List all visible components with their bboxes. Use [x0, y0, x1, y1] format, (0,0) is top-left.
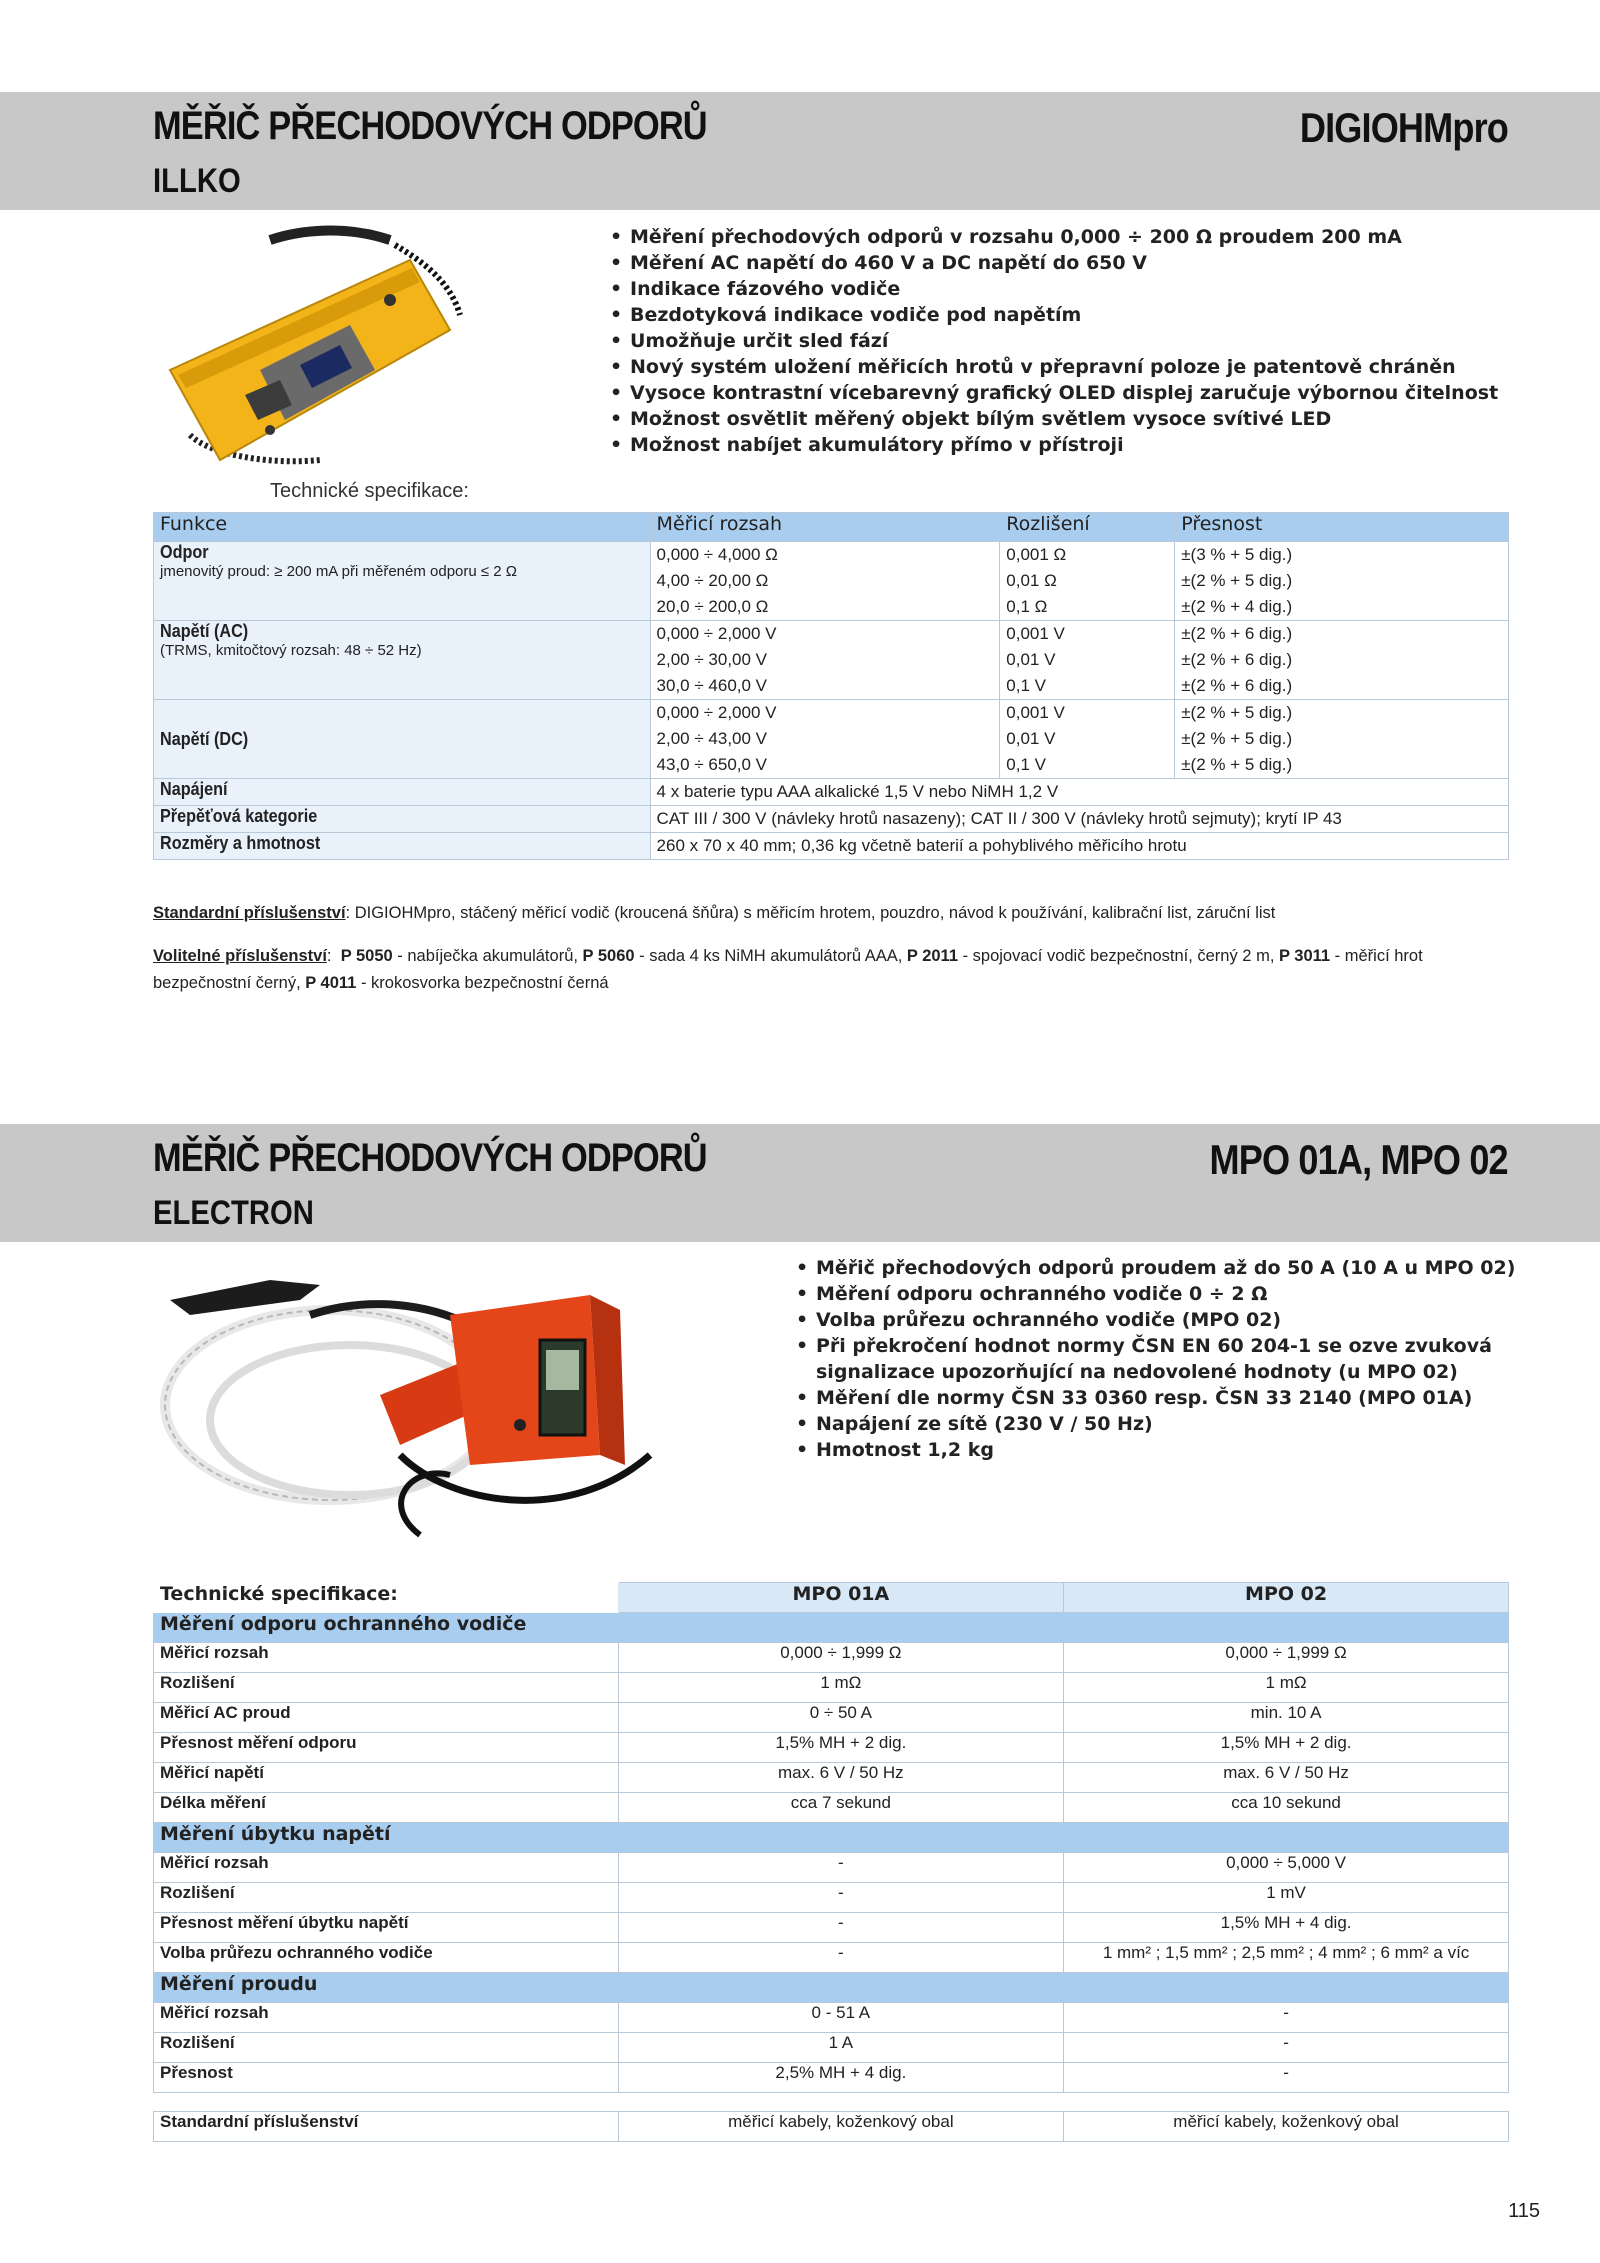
- resolution-value: 0,01 Ω: [1006, 571, 1057, 590]
- feature-item: • Měření dle normy ČSN 33 0360 resp. ČSN 33 2140 (MPO 01A): [796, 1385, 1515, 1411]
- mpo01a-value: 0 ÷ 50 A: [618, 1703, 1064, 1733]
- mpo01a-value: 2,5% MH + 4 dig.: [618, 2063, 1064, 2093]
- section1-standard-accessories: [153, 900, 1513, 927]
- row-label: Odpor: [160, 542, 209, 562]
- table-row: [154, 542, 1509, 621]
- spec-caption: Technické specifikace:: [154, 1583, 619, 1613]
- feature-item: • Možnost nabíjet akumulátory přímo v přístroji: [610, 432, 1498, 458]
- row-label: Standardní příslušenství: [154, 2112, 619, 2142]
- table-row: [154, 621, 1509, 700]
- mpo01a-value: max. 6 V / 50 Hz: [618, 1763, 1064, 1793]
- row-label-cell: [154, 542, 651, 621]
- row-label: Délka měření: [154, 1793, 619, 1823]
- row-label: Měřicí napětí: [154, 1763, 619, 1793]
- row-label: Volba průřezu ochranného vodiče: [154, 1943, 619, 1973]
- mpo02-value: 0,000 ÷ 1,999 Ω: [1064, 1643, 1509, 1673]
- mpo01a-value: -: [618, 1913, 1064, 1943]
- table-header-row: [154, 1583, 1509, 1613]
- col-header-mpo02: MPO 02: [1064, 1583, 1509, 1613]
- mpo02-value: 1,5% MH + 4 dig.: [1064, 1913, 1509, 1943]
- accuracy-value: ±(2 % + 5 dig.): [1181, 755, 1293, 774]
- table-row: [154, 1913, 1509, 1943]
- row-value: CAT III / 300 V (návleky hrotů nasazeny); CAT II / 300 V (návleky hrotů sejmuty); krytí IP 43: [650, 806, 1508, 833]
- feature-item: • Nový systém uložení měřicích hrotů v přepravní poloze je patentově chráněn: [610, 354, 1498, 380]
- table-row: [154, 833, 1509, 860]
- accuracy-value: ±(2 % + 6 dig.): [1181, 650, 1293, 669]
- row-label: Měřicí rozsah: [154, 1853, 619, 1883]
- col-header-rozsah: Měřicí rozsah: [650, 513, 1000, 542]
- resolution-value: 0,01 V: [1006, 650, 1056, 669]
- section1-spec-table: [153, 512, 1509, 860]
- range-value: 0,000 ÷ 2,000 V: [656, 703, 777, 722]
- table-row: [154, 1943, 1509, 1973]
- page-number: 115: [1508, 2200, 1540, 2222]
- row-label: Měřicí AC proud: [154, 1703, 619, 1733]
- range-value: 2,00 ÷ 30,00 V: [656, 650, 768, 669]
- table-section-header: [154, 1973, 1509, 2003]
- table-row: [154, 1733, 1509, 1763]
- row-label: Napájení: [160, 779, 228, 799]
- table-spacer: [154, 2093, 1509, 2112]
- table-row: [154, 2112, 1509, 2142]
- accessory-code: P 4011: [305, 974, 357, 992]
- section2-header-band: [0, 1124, 1600, 1242]
- col-header-rozliseni: Rozlišení: [1000, 513, 1175, 542]
- row-value: 260 x 70 x 40 mm; 0,36 kg včetně baterií a pohyblivého měřicího hrotu: [650, 833, 1508, 860]
- row-sublabel: (TRMS, kmitočtový rozsah: 48 ÷ 52 Hz): [160, 642, 422, 659]
- col-header-presnost: Přesnost: [1175, 513, 1509, 542]
- mpo02-value: 1,5% MH + 2 dig.: [1064, 1733, 1509, 1763]
- accuracy-value: ±(2 % + 5 dig.): [1181, 729, 1293, 748]
- feature-item: • Indikace fázového vodiče: [610, 276, 1498, 302]
- row-label: Přesnost měření odporu: [154, 1733, 619, 1763]
- section1-model: DIGIOHMpro: [1299, 104, 1508, 151]
- section2-brand: ELECTRON: [153, 1194, 314, 1232]
- resolution-value: 0,1 Ω: [1006, 597, 1048, 616]
- feature-item-continued: signalizace upozorňující na nedovolené hodnoty (u MPO 02): [816, 1361, 1458, 1383]
- feature-item: • Měření AC napětí do 460 V a DC napětí do 650 V: [610, 250, 1498, 276]
- mpo01a-value: -: [618, 1853, 1064, 1883]
- feature-item: • Měřič přechodových odporů proudem až do 50 A (10 A u MPO 02): [796, 1255, 1515, 1281]
- table-row: [154, 1793, 1509, 1823]
- section1-header-band: [0, 92, 1600, 210]
- feature-item: • Měření přechodových odporů v rozsahu 0,000 ÷ 200 Ω proudem 200 mA: [610, 224, 1498, 250]
- table-row: [154, 1673, 1509, 1703]
- standard-accessories-text: : DIGIOHMpro, stáčený měřicí vodič (kroucená šňůra) s měřicím hrotem, pouzdro, návod k používání, kalibrační list, záruční list: [345, 904, 1276, 922]
- feature-item: • Volba průřezu ochranného vodiče (MPO 02): [796, 1307, 1515, 1333]
- mpo02-value: 1 mV: [1064, 1883, 1509, 1913]
- section1-optional-accessories: Volitelné příslušenství: P 5050 - nabíječka akumulátorů, P 5060 - sada 4 ks NiMH akumulátorů AAA, P 2011 - spojovací vodič bezpečnostní, černý 2 m, P 3011 - měřicí hrot bezpečnostní černý, P 4011 - krokosvorka bezpečnostní černá: [153, 947, 1423, 992]
- mpo02-value: měřicí kabely, koženkový obal: [1064, 2112, 1509, 2142]
- mpo02-value: -: [1064, 2063, 1509, 2093]
- table-row: [154, 1703, 1509, 1733]
- section-title: Měření odporu ochranného vodiče: [154, 1613, 1509, 1643]
- feature-item: • Měření odporu ochranného vodiče 0 ÷ 2 Ω: [796, 1281, 1515, 1307]
- row-label: Rozměry a hmotnost: [160, 833, 321, 853]
- row-label: Napětí (AC): [160, 621, 249, 641]
- digiohmpro-photo: [150, 220, 490, 480]
- accessory-text: - spojovací vodič bezpečnostní, černý 2 m,: [958, 947, 1279, 965]
- accessory-code: P 2011: [906, 947, 958, 965]
- table-row: [154, 2033, 1509, 2063]
- accuracy-value: ±(2 % + 4 dig.): [1181, 597, 1293, 616]
- accessory-code: P 5060: [582, 947, 635, 965]
- section-title: Měření proudu: [154, 1973, 1509, 2003]
- section2-feature-list: [796, 1255, 1515, 1463]
- accessory-text: - sada 4 ks NiMH akumulátorů AAA,: [634, 947, 907, 965]
- mpo01a-value: -: [618, 1943, 1064, 1973]
- accuracy-value: ±(2 % + 5 dig.): [1181, 703, 1293, 722]
- row-label: Rozlišení: [154, 1883, 619, 1913]
- accessory-code: P 3011: [1279, 947, 1331, 965]
- row-label: Měřicí rozsah: [154, 2003, 619, 2033]
- accuracy-value: ±(2 % + 6 dig.): [1181, 624, 1293, 643]
- feature-item: • Vysoce kontrastní vícebarevný grafický OLED displej zaručuje výbornou čitelnost: [610, 380, 1498, 406]
- row-label: Rozlišení: [154, 1673, 619, 1703]
- mpo02-value: 1 mΩ: [1064, 1673, 1509, 1703]
- section1-spec-caption: Technické specifikace:: [270, 480, 469, 502]
- row-label: Měřicí rozsah: [154, 1643, 619, 1673]
- feature-item: • Bezdotyková indikace vodiče pod napětím: [610, 302, 1498, 328]
- resolution-value: 0,1 V: [1006, 676, 1046, 695]
- row-sublabel: jmenovitý proud: ≥ 200 mA při měřeném odporu ≤ 2 Ω: [160, 563, 518, 580]
- row-value: 4 x baterie typu AAA alkalické 1,5 V nebo NiMH 1,2 V: [650, 779, 1508, 806]
- table-row: [154, 806, 1509, 833]
- mpo01a-value: měřicí kabely, koženkový obal: [618, 2112, 1064, 2142]
- mpo02-value: 0,000 ÷ 5,000 V: [1064, 1853, 1509, 1883]
- section2-title: MĚŘIČ PŘECHODOVÝCH ODPORŮ: [153, 1136, 707, 1180]
- row-label: Přesnost: [154, 2063, 619, 2093]
- table-section-header: [154, 1613, 1509, 1643]
- accuracy-value: ±(2 % + 6 dig.): [1181, 676, 1293, 695]
- feature-item: • Napájení ze sítě (230 V / 50 Hz): [796, 1411, 1515, 1437]
- row-label: Přepěťová kategorie: [160, 806, 318, 826]
- range-value: 20,0 ÷ 200,0 Ω: [656, 597, 769, 616]
- standard-accessories-label: Standardní příslušenství: [153, 904, 346, 922]
- section2-spec-table: [153, 1582, 1509, 2142]
- accuracy-value: ±(2 % + 5 dig.): [1181, 571, 1293, 590]
- row-label-cell: [154, 621, 651, 700]
- range-value: 4,00 ÷ 20,00 Ω: [656, 571, 769, 590]
- resolution-value: 0,001 V: [1006, 624, 1065, 643]
- table-section-header: [154, 1823, 1509, 1853]
- range-value: 0,000 ÷ 2,000 V: [656, 624, 777, 643]
- mpo02-value: cca 10 sekund: [1064, 1793, 1509, 1823]
- table-row: [154, 2003, 1509, 2033]
- row-label: Napětí (DC): [160, 728, 249, 749]
- mpo01a-value: 0 - 51 A: [618, 2003, 1064, 2033]
- resolution-value: 0,001 Ω: [1006, 545, 1067, 564]
- mpo01a-value: 0,000 ÷ 1,999 Ω: [618, 1643, 1064, 1673]
- resolution-value: 0,1 V: [1006, 755, 1046, 774]
- table-row: [154, 2063, 1509, 2093]
- feature-item: • Umožňuje určit sled fází: [610, 328, 1498, 354]
- range-value: 30,0 ÷ 460,0 V: [656, 676, 768, 695]
- row-label: Přesnost měření úbytku napětí: [154, 1913, 619, 1943]
- accessory-text: - měřicí hrot bezpečnostní černý,: [153, 947, 1423, 992]
- mpo-photo: [150, 1255, 750, 1555]
- table-row: [154, 1853, 1509, 1883]
- section1-feature-list: [610, 224, 1498, 458]
- range-value: 43,0 ÷ 650,0 V: [656, 755, 768, 774]
- section1-brand: ILLKO: [153, 162, 241, 200]
- accuracy-value: ±(3 % + 5 dig.): [1181, 545, 1293, 564]
- mpo02-value: -: [1064, 2003, 1509, 2033]
- mpo01a-value: 1 mΩ: [618, 1673, 1064, 1703]
- mpo01a-value: 1,5% MH + 2 dig.: [618, 1733, 1064, 1763]
- range-value: 2,00 ÷ 43,00 V: [656, 729, 768, 748]
- mpo02-value: -: [1064, 2033, 1509, 2063]
- mpo02-value: min. 10 A: [1064, 1703, 1509, 1733]
- section-title: Měření úbytku napětí: [154, 1823, 1509, 1853]
- resolution-value: 0,01 V: [1006, 729, 1056, 748]
- table-row: [154, 700, 1509, 779]
- mpo01a-value: -: [618, 1883, 1064, 1913]
- table-row: [154, 1643, 1509, 1673]
- mpo01a-value: cca 7 sekund: [618, 1793, 1064, 1823]
- optional-accessories-label: Volitelné příslušenství: [153, 947, 327, 965]
- table-row: [154, 1883, 1509, 1913]
- mpo01a-value: 1 A: [618, 2033, 1064, 2063]
- col-header-funkce: Funkce: [154, 513, 651, 542]
- row-label-cell: [154, 700, 651, 779]
- feature-item: • Možnost osvětlit měřený objekt bílým světlem vysoce svítivé LED: [610, 406, 1498, 432]
- mpo02-value: 1 mm² ; 1,5 mm² ; 2,5 mm² ; 4 mm² ; 6 mm² a víc: [1064, 1943, 1509, 1973]
- col-header-mpo01a: MPO 01A: [618, 1583, 1064, 1613]
- table-row: [154, 779, 1509, 806]
- feature-item: • Při překročení hodnot normy ČSN EN 60 204-1 se ozve zvuková: [796, 1333, 1515, 1359]
- table-row: [154, 1763, 1509, 1793]
- accessory-text: - krokosvorka bezpečnostní černá: [356, 974, 609, 992]
- section1-title: MĚŘIČ PŘECHODOVÝCH ODPORŮ: [153, 104, 707, 148]
- resolution-value: 0,001 V: [1006, 703, 1065, 722]
- range-value: 0,000 ÷ 4,000 Ω: [656, 545, 778, 564]
- accessory-text: - nabíječka akumulátorů,: [392, 947, 583, 965]
- accessory-code: P 5050: [340, 947, 393, 965]
- row-label: Rozlišení: [154, 2033, 619, 2063]
- feature-item: • Hmotnost 1,2 kg: [796, 1437, 1515, 1463]
- mpo02-value: max. 6 V / 50 Hz: [1064, 1763, 1509, 1793]
- section2-model: MPO 01A, MPO 02: [1209, 1136, 1508, 1183]
